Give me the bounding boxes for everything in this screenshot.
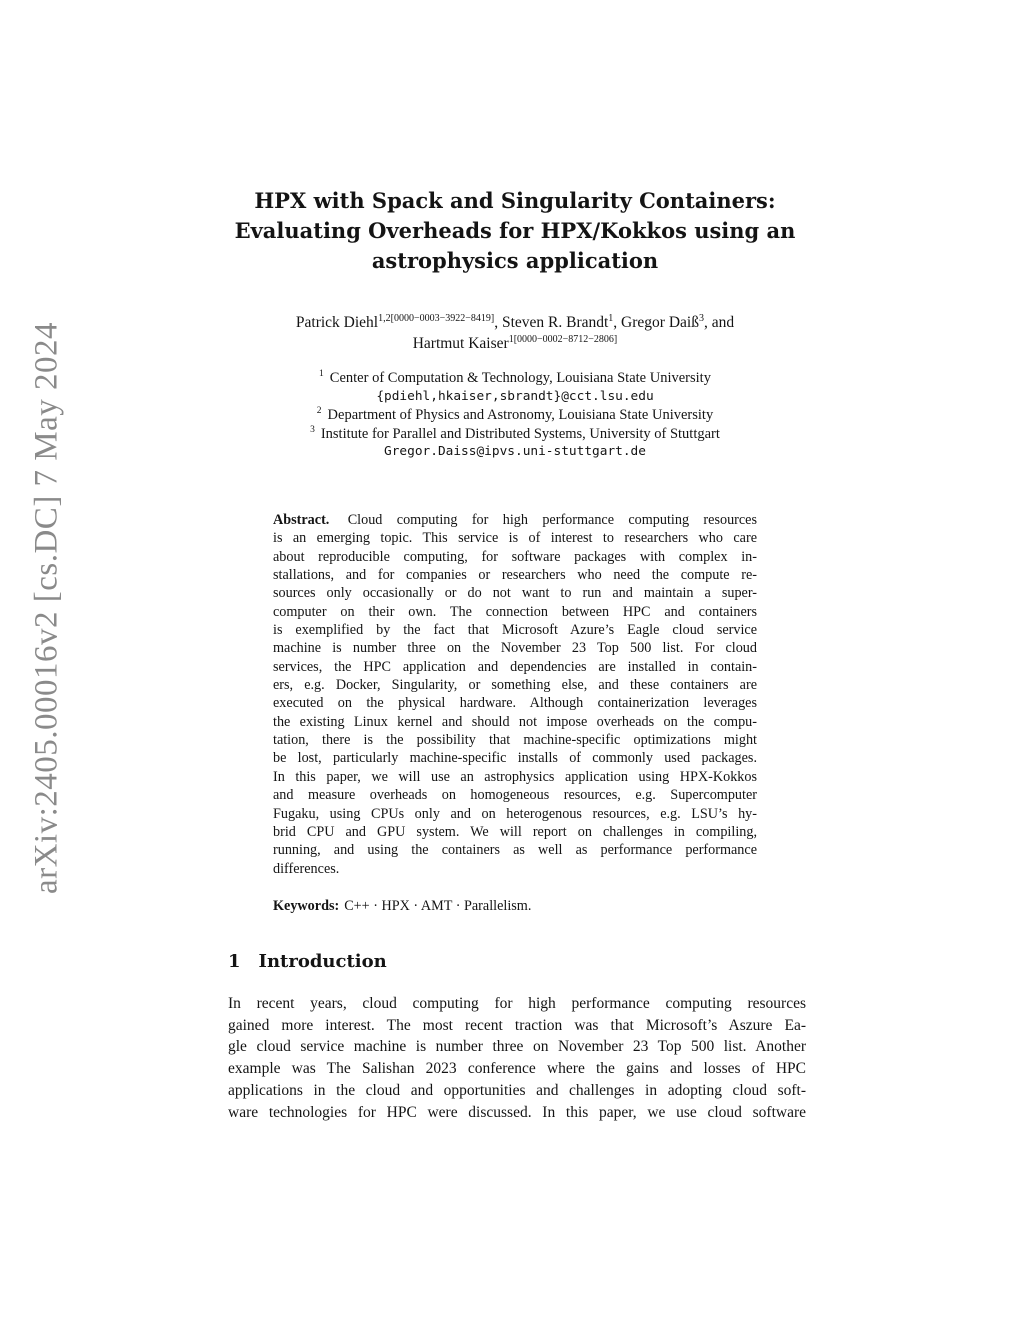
abstract-line: stallations, and for companies or researchers who need the compute re- <box>273 567 757 584</box>
affiliation-1-email: {pdiehl,hkaiser,sbrandt}@cct.lsu.edu <box>376 388 654 404</box>
body-line: example was The Salishan 2023 conference where the gains and losses of HPC <box>228 1060 806 1078</box>
affiliation-3 <box>200 425 830 444</box>
paper-title <box>200 186 830 276</box>
abstract-line: is exemplified by the fact that Microsoft Azure’s Eagle cloud service <box>273 622 757 639</box>
body-line: ware technologies for HPC were discussed. In this paper, we use cloud software <box>228 1103 806 1121</box>
section-title: Introduction <box>258 951 387 972</box>
abstract-line <box>273 511 757 529</box>
keywords-text: C++ · HPX · AMT · Parallelism. <box>344 898 532 914</box>
author-list <box>200 312 830 354</box>
author-diehl-affil: 1,2[0000−0003−3922−8419] <box>378 313 495 324</box>
arxiv-identifier-stamp <box>22 316 72 900</box>
abstract-line: be lost, particularly machine-specific installs of commonly used packages. <box>273 750 757 767</box>
author-line-2 <box>200 333 830 354</box>
author-daiss-affil: 3 <box>698 313 704 324</box>
abstract-line: brid CPU and GPU system. We will report on challenges in compiling, <box>273 823 757 840</box>
abstract-line-text: Cloud computing for high performance computing resources <box>347 512 757 528</box>
abstract-line: about reproducible computing, for software packages with complex in- <box>273 548 757 565</box>
abstract-line: and measure overheads on homogeneous resources, e.g. Supercomputer <box>273 787 757 804</box>
title-line-1: HPX with Spack and Singularity Containers: <box>254 188 776 213</box>
affiliation-1-number: 1 <box>319 369 324 379</box>
body-line: applications in the cloud and opportunities and challenges in adopting cloud soft- <box>228 1081 806 1099</box>
title-line-3: astrophysics application <box>371 248 659 273</box>
author-kaiser-affil: 1[0000−0002−8712−2806] <box>508 334 618 345</box>
abstract-line: differences. <box>273 860 340 877</box>
author-brandt: , Steven R. Brandt <box>494 314 609 331</box>
body-line: gained more interest. The most recent traction was that Microsoft’s Aszure Ea- <box>228 1016 806 1034</box>
title-line-2: Evaluating Overheads for HPX/Kokkos using an <box>234 218 796 243</box>
body-line: In recent years, cloud computing for high performance computing resources <box>228 995 806 1012</box>
abstract-line: services, the HPC application and dependencies are installed in contain- <box>273 658 757 675</box>
keywords-label: Keywords: <box>273 898 340 914</box>
abstract-line: the existing Linux kernel and should not impose overheads on the compu- <box>273 713 757 730</box>
author-kaiser: Hartmut Kaiser <box>412 335 509 352</box>
arxiv-identifier-text: arXiv:2405.00016v2 [cs.DC] 7 May 2024 <box>28 321 65 895</box>
author-daiss: , Gregor Daiß <box>613 314 699 331</box>
affiliation-2 <box>200 406 830 425</box>
abstract-line: running, and using the containers as well as performance performance <box>273 842 757 859</box>
section-heading-introduction <box>228 950 387 974</box>
abstract-label: Abstract. <box>273 512 330 528</box>
affiliation-3-email: Gregor.Daiss@ipvs.uni-stuttgart.de <box>384 444 646 459</box>
affiliation-2-text: Department of Physics and Astronomy, Louisiana State University <box>327 407 714 423</box>
affiliation-3-text: Institute for Parallel and Distributed Systems, University of Stuttgart <box>320 425 720 442</box>
abstract-line: executed on the physical hardware. Although containerization leverages <box>273 695 757 712</box>
keywords <box>273 897 757 915</box>
abstract-line: ers, e.g. Docker, Singularity, or something else, and these containers are <box>273 677 757 694</box>
section-number: 1 <box>228 951 241 972</box>
author-line-1 <box>200 312 830 333</box>
abstract-line: Fugaku, using CPUs only and on heterogenous resources, e.g. LSU’s hy- <box>273 805 757 822</box>
abstract-line: computer on their own. The connection between HPC and containers <box>273 603 757 620</box>
abstract-line: sources only occasionally or do not want to run and maintain a super- <box>273 585 757 602</box>
author-and: , and <box>703 314 735 331</box>
affiliations <box>200 369 830 462</box>
affiliation-1-text: Center of Computation & Technology, Louisiana State University <box>329 370 711 386</box>
body-line: gle cloud service machine is number three on November 23 Top 500 list. Another <box>228 1038 806 1056</box>
introduction-paragraph <box>228 993 806 1123</box>
affiliation-3-number: 3 <box>310 424 315 435</box>
abstract-line: is an emerging topic. This service is of interest to researchers who care <box>273 530 757 547</box>
abstract-line: In this paper, we will use an astrophysics application using HPX-Kokkos <box>273 768 757 785</box>
affiliation-2-number: 2 <box>316 406 322 416</box>
abstract-line: tation, there is the possibility that machine-specific optimizations might <box>273 732 757 749</box>
abstract <box>273 511 757 878</box>
abstract-line: machine is number three on the November 23 Top 500 list. For cloud <box>273 640 757 657</box>
author-diehl: Patrick Diehl <box>295 314 379 331</box>
author-brandt-affil: 1 <box>608 313 614 324</box>
affiliation-1 <box>200 369 830 388</box>
